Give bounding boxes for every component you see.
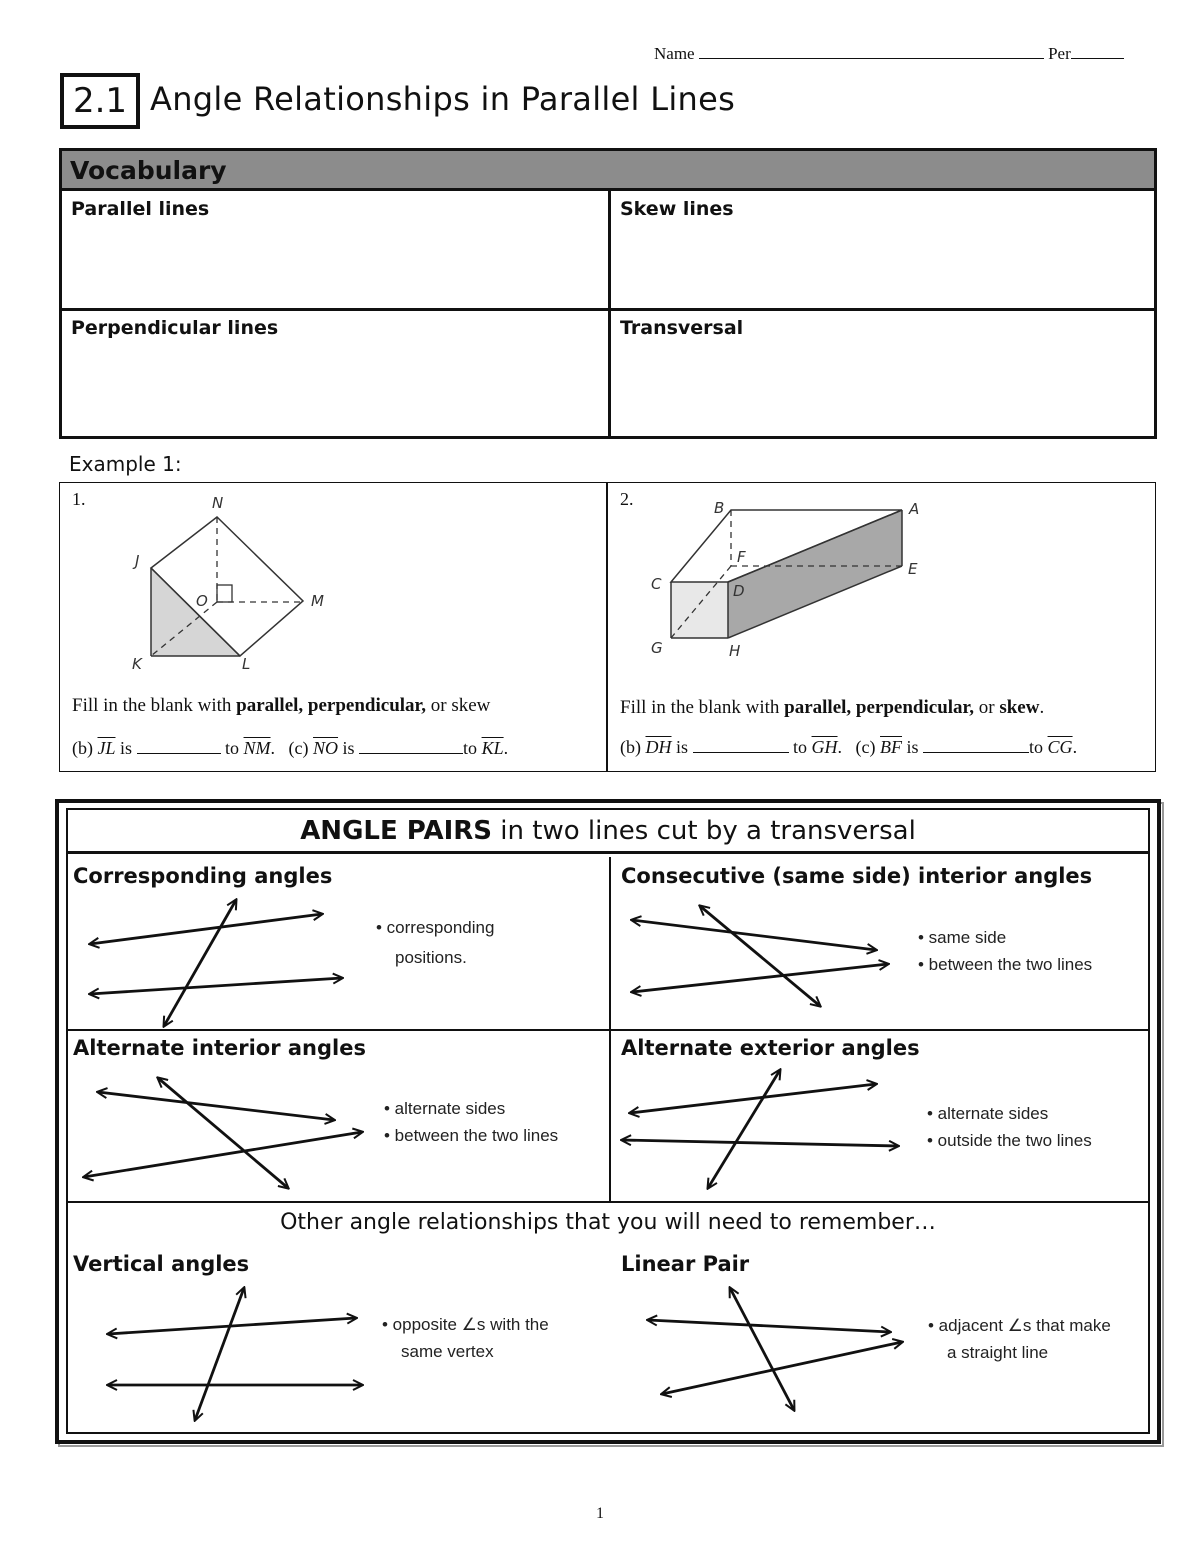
note-line: positions.	[395, 948, 467, 967]
instruction-last: skew	[451, 695, 491, 716]
question-c-label: (c)	[855, 737, 876, 757]
corresponding-lines-figure	[90, 900, 342, 1026]
segment-jl: $\overline{JL}$	[97, 738, 116, 758]
transversal-line	[730, 1288, 794, 1410]
vertex-label-d: D	[733, 582, 745, 600]
vertex-label-o: O	[196, 592, 208, 610]
page-number: 1	[596, 1505, 604, 1522]
to-word: to	[1029, 737, 1044, 757]
is-word: is	[906, 737, 919, 757]
instruction-prefix: Fill in the blank with	[72, 695, 237, 716]
segment-dh: $\overline{DH}$	[645, 737, 672, 757]
line-upper	[98, 1092, 334, 1120]
transversal-line	[708, 1070, 780, 1188]
rectangular-prism-diagram	[607, 483, 1156, 683]
note-line: • alternate sides	[384, 1099, 506, 1118]
instruction-prefix: Fill in the blank with	[620, 697, 785, 718]
vertex-label-e: E	[908, 560, 918, 578]
note-line: • adjacent ∠s that make	[928, 1316, 1111, 1335]
other-relationships-note: Other angle relationships that you will need to remember…	[280, 1210, 936, 1235]
question-b-label: (b)	[72, 738, 93, 758]
parallel-line-lower	[90, 978, 342, 994]
note-line: a straight line	[947, 1343, 1049, 1362]
vertex-label-f: F	[737, 548, 746, 566]
angle-pairs-header-bold: ANGLE PAIRS	[300, 816, 493, 846]
instruction-bold: parallel, perpendicular,	[784, 697, 974, 718]
vocabulary-heading: Vocabulary	[62, 151, 1154, 191]
section-number: 2.1	[72, 81, 128, 121]
vertex-label-k: K	[132, 655, 142, 673]
vertex-label-h: H	[729, 642, 741, 660]
note-line: • between the two lines	[918, 955, 1093, 974]
instruction-bold: parallel, perpendicular,	[236, 695, 426, 716]
segment-no: $\overline{NO}$	[313, 738, 339, 758]
problem-1-instruction	[72, 695, 490, 717]
answer-blank-c[interactable]	[359, 742, 463, 754]
problem-1-number: 1.	[72, 489, 86, 509]
answer-blank-b[interactable]	[137, 742, 221, 754]
answer-blank-b[interactable]	[693, 741, 789, 753]
transversal-line	[164, 900, 236, 1026]
angle-diagrams	[68, 810, 1152, 1436]
vertex-label-g: G	[651, 639, 663, 657]
instruction-end: .	[1039, 697, 1045, 718]
angle-pairs-header-rest: in two lines cut by a transversal	[492, 816, 916, 846]
note-line: • opposite ∠s with the	[382, 1315, 549, 1334]
segment-bf: $\overline{BF}$	[880, 737, 903, 757]
line-upper	[630, 1084, 876, 1113]
title-alternate-interior: Alternate interior angles	[73, 1036, 366, 1060]
example-label: Example 1:	[69, 452, 182, 476]
alternate-interior-lines-figure	[84, 1078, 362, 1188]
line-lower	[84, 1132, 362, 1177]
problem-2-instruction	[620, 697, 1044, 719]
vocab-term-transversal: Transversal	[620, 317, 744, 339]
period-blank[interactable]	[1071, 45, 1124, 59]
name-period-line	[654, 44, 1124, 64]
instruction-middle: or	[973, 697, 1000, 718]
transversal-line	[158, 1078, 288, 1188]
note-line: • same side	[918, 928, 1007, 947]
consecutive-interior-lines-figure	[632, 906, 888, 1006]
angle-pairs-box	[55, 799, 1161, 1444]
transversal-line	[195, 1288, 244, 1420]
vertex-label-l: L	[242, 655, 251, 673]
segment-cg: $\overline{CG}$	[1047, 737, 1073, 757]
to-word: to	[463, 738, 478, 758]
note-line: • alternate sides	[927, 1104, 1049, 1123]
answer-blank-c[interactable]	[923, 741, 1029, 753]
prism-face-deah	[728, 510, 902, 638]
vertex-label-b: B	[714, 499, 725, 517]
line-lower	[622, 1140, 898, 1146]
segment-nm: $\overline{NM}$	[243, 738, 271, 758]
question-b-label: (b)	[620, 737, 641, 757]
vertex-label-a: A	[909, 500, 920, 518]
vertex-label-m: M	[311, 592, 324, 610]
triangular-prism-diagram	[60, 483, 606, 683]
segment-gh: $\overline{GH}$	[811, 737, 838, 757]
line-lower	[632, 964, 888, 992]
vertex-label-n: N	[212, 494, 224, 512]
note-line: same vertex	[401, 1342, 494, 1361]
vocab-term-parallel: Parallel lines	[71, 198, 210, 220]
problem-2-questions: (b) $\overline{DH}$ is to $\overline{GH}$. (c) $\overline{BF}$ is to $\overline{CG}$.	[620, 737, 1078, 757]
angle-pairs-inner-frame	[66, 808, 1150, 1434]
is-word: is	[342, 738, 355, 758]
instruction-last: skew	[999, 697, 1040, 718]
name-blank[interactable]	[699, 45, 1044, 59]
vertical-angles-figure	[108, 1288, 362, 1420]
name-label: Name	[654, 44, 695, 63]
problem-2-number: 2.	[620, 489, 634, 509]
line-upper	[648, 1320, 890, 1332]
right-angle-mark	[217, 585, 232, 602]
transversal-line	[700, 906, 820, 1006]
to-word: to	[225, 738, 240, 758]
prism-face-cdhg	[671, 582, 728, 638]
is-word: is	[120, 738, 133, 758]
period-label: Per	[1048, 44, 1071, 63]
page-title: Angle Relationships in Parallel Lines	[150, 80, 736, 118]
alternate-exterior-lines-figure	[622, 1070, 898, 1188]
title-vertical-angles: Vertical angles	[73, 1252, 250, 1276]
question-c-label: (c)	[288, 738, 309, 758]
instruction-middle: or	[425, 695, 452, 716]
title-corresponding: Corresponding angles	[73, 864, 333, 888]
title-consecutive-interior: Consecutive (same side) interior angles	[621, 864, 1093, 888]
segment-kl: $\overline{KL}$	[481, 738, 504, 758]
vocabulary-table	[59, 148, 1157, 439]
note-line: • corresponding	[376, 918, 495, 937]
note-line: • outside the two lines	[927, 1131, 1092, 1150]
linear-pair-figure	[648, 1288, 902, 1410]
parallel-line-upper	[90, 914, 322, 944]
example-box	[59, 482, 1156, 772]
line-upper	[632, 920, 876, 950]
vocab-term-skew: Skew lines	[620, 198, 734, 220]
to-word: to	[793, 737, 808, 757]
title-linear-pair: Linear Pair	[621, 1252, 750, 1276]
note-line: • between the two lines	[384, 1126, 559, 1145]
vocab-term-perpendicular: Perpendicular lines	[71, 317, 279, 339]
vertex-label-c: C	[651, 575, 662, 593]
is-word: is	[676, 737, 689, 757]
problem-1-questions: (b) $\overline{JL}$ is to $\overline{NM}$. (c) $\overline{NO}$ is to $\overline{KL}$.	[72, 738, 509, 758]
vertex-label-j: J	[135, 552, 140, 570]
section-number-box	[60, 73, 140, 129]
title-alternate-exterior: Alternate exterior angles	[621, 1036, 920, 1060]
